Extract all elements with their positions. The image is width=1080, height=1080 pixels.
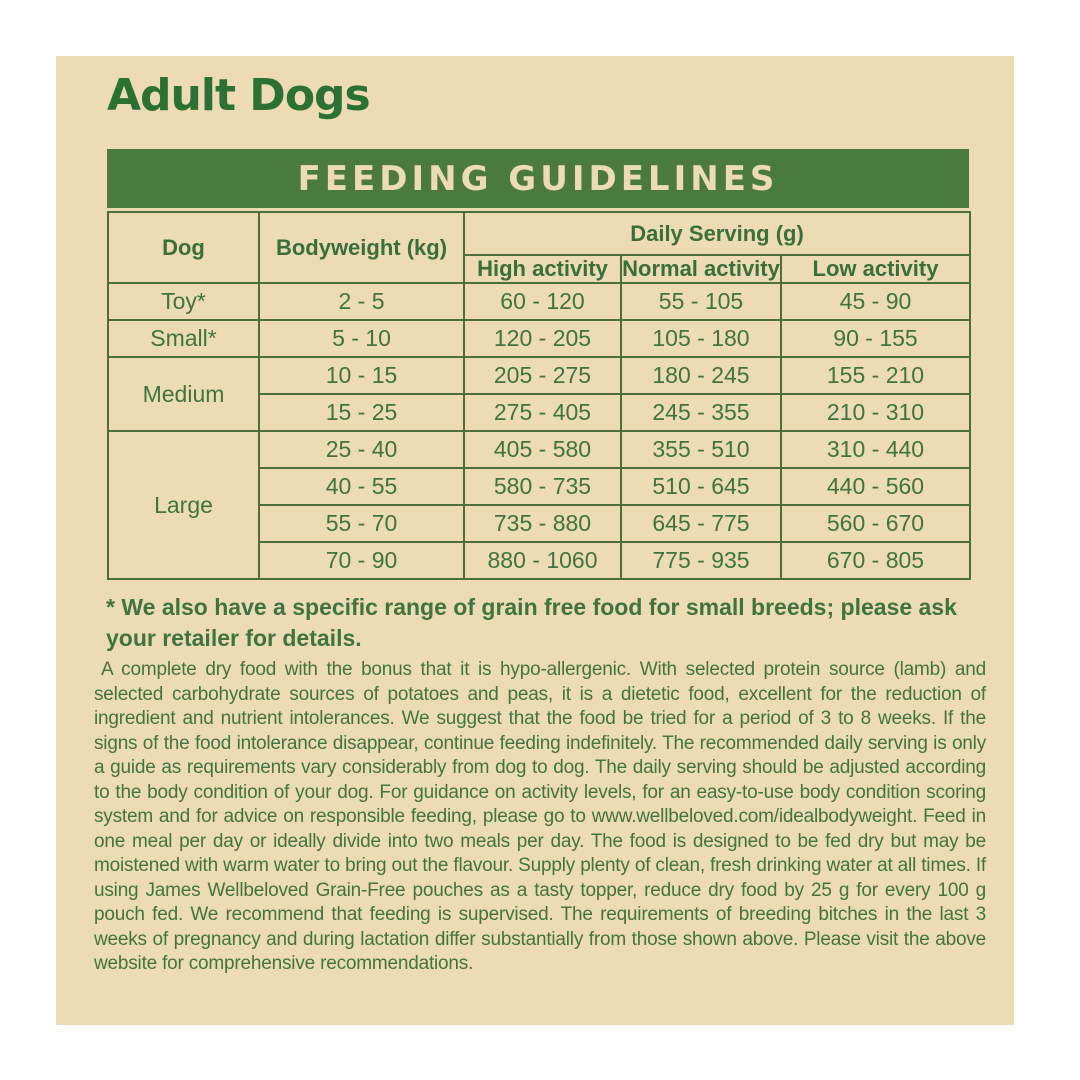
normal-activity-cell: 245 - 355	[621, 394, 781, 431]
column-header-daily-serving: Daily Serving (g)	[464, 212, 970, 255]
high-activity-cell: 405 - 580	[464, 431, 621, 468]
bodyweight-cell: 40 - 55	[259, 468, 464, 505]
normal-activity-cell: 55 - 105	[621, 283, 781, 320]
column-header-normal-activity: Normal activity	[622, 256, 780, 281]
bodyweight-cell: 2 - 5	[259, 283, 464, 320]
high-activity-cell: 880 - 1060	[464, 542, 621, 579]
table-row-medium-1	[108, 357, 970, 394]
table-row-small	[108, 320, 970, 357]
feeding-description-paragraph: A complete dry food with the bonus that it is hypo-allergenic. With selected protein source (lamb) and selected carbohydrate sources of potatoes and peas, it is a dietetic food, excellent for the reduction of ingredient and nutrient intolerances. We suggest that the food be tried for a period of 3 to 8 weeks. If the signs of the food intolerance disappear, continue feeding indefinitely. The recommended daily serving is only a guide as requirements vary considerably from dog to dog. The daily serving should be adjusted according to the body condition of your dog. For guidance on activity levels, for an easy-to-use body condition scoring system and for advice on responsible feeding, please go to www.wellbeloved.com/idealbodyweight. Feed in one meal per day or ideally divide into two meals per day. The food is designed to be fed dry but may be moistened with warm water to bring out the flavour. Supply plenty of clean, fresh drinking water at all times. If using James Wellbeloved Grain-Free pouches as a tasty topper, reduce dry food by 25 g for every 100 g pouch fed. We recommend that feeding is supervised. The requirements of breeding bitches in the last 3 weeks of pregnancy and during lactation differ substantially from those shown above. Please visit the above website for comprehensive recommendations.	[94, 659, 986, 974]
column-header-low-activity: Low activity	[781, 255, 970, 283]
high-activity-cell: 120 - 205	[464, 320, 621, 357]
normal-activity-cell: 510 - 645	[621, 468, 781, 505]
bodyweight-cell: 10 - 15	[259, 357, 464, 394]
low-activity-cell: 210 - 310	[781, 394, 970, 431]
feeding-guidelines-heading: FEEDING GUIDELINES	[297, 158, 779, 199]
table-row-large-1	[108, 431, 970, 468]
normal-activity-cell: 180 - 245	[621, 357, 781, 394]
feeding-guidelines-table	[107, 211, 971, 580]
normal-activity-cell: 645 - 775	[621, 505, 781, 542]
low-activity-cell: 90 - 155	[781, 320, 970, 357]
bodyweight-cell: 5 - 10	[259, 320, 464, 357]
label-panel	[56, 56, 1014, 1025]
high-activity-cell: 275 - 405	[464, 394, 621, 431]
low-activity-cell: 670 - 805	[781, 542, 970, 579]
normal-activity-cell: 355 - 510	[621, 431, 781, 468]
high-activity-cell: 60 - 120	[464, 283, 621, 320]
dog-size-cell: Small*	[108, 320, 259, 357]
low-activity-cell: 310 - 440	[781, 431, 970, 468]
high-activity-cell: 580 - 735	[464, 468, 621, 505]
small-breeds-footnote: * We also have a specific range of grain free food for small breeds; please ask your retailer for details.	[106, 594, 957, 651]
low-activity-cell: 440 - 560	[781, 468, 970, 505]
dog-size-cell: Toy*	[108, 283, 259, 320]
high-activity-cell: 205 - 275	[464, 357, 621, 394]
dog-size-cell: Medium	[108, 357, 259, 431]
bodyweight-cell: 55 - 70	[259, 505, 464, 542]
low-activity-cell: 560 - 670	[781, 505, 970, 542]
dog-size-cell: Large	[108, 431, 259, 579]
low-activity-cell: 45 - 90	[781, 283, 970, 320]
normal-activity-cell: 775 - 935	[621, 542, 781, 579]
bodyweight-cell: 25 - 40	[259, 431, 464, 468]
bodyweight-cell: 15 - 25	[259, 394, 464, 431]
feeding-guidelines-header	[107, 149, 969, 208]
normal-activity-cell: 105 - 180	[621, 320, 781, 357]
column-header-high-activity: High activity	[464, 255, 621, 283]
column-header-dog: Dog	[108, 212, 259, 283]
low-activity-cell: 155 - 210	[781, 357, 970, 394]
column-header-bodyweight: Bodyweight (kg)	[259, 212, 464, 283]
page-title: Adult Dogs	[107, 70, 370, 121]
table-row-toy	[108, 283, 970, 320]
bodyweight-cell: 70 - 90	[259, 542, 464, 579]
high-activity-cell: 735 - 880	[464, 505, 621, 542]
